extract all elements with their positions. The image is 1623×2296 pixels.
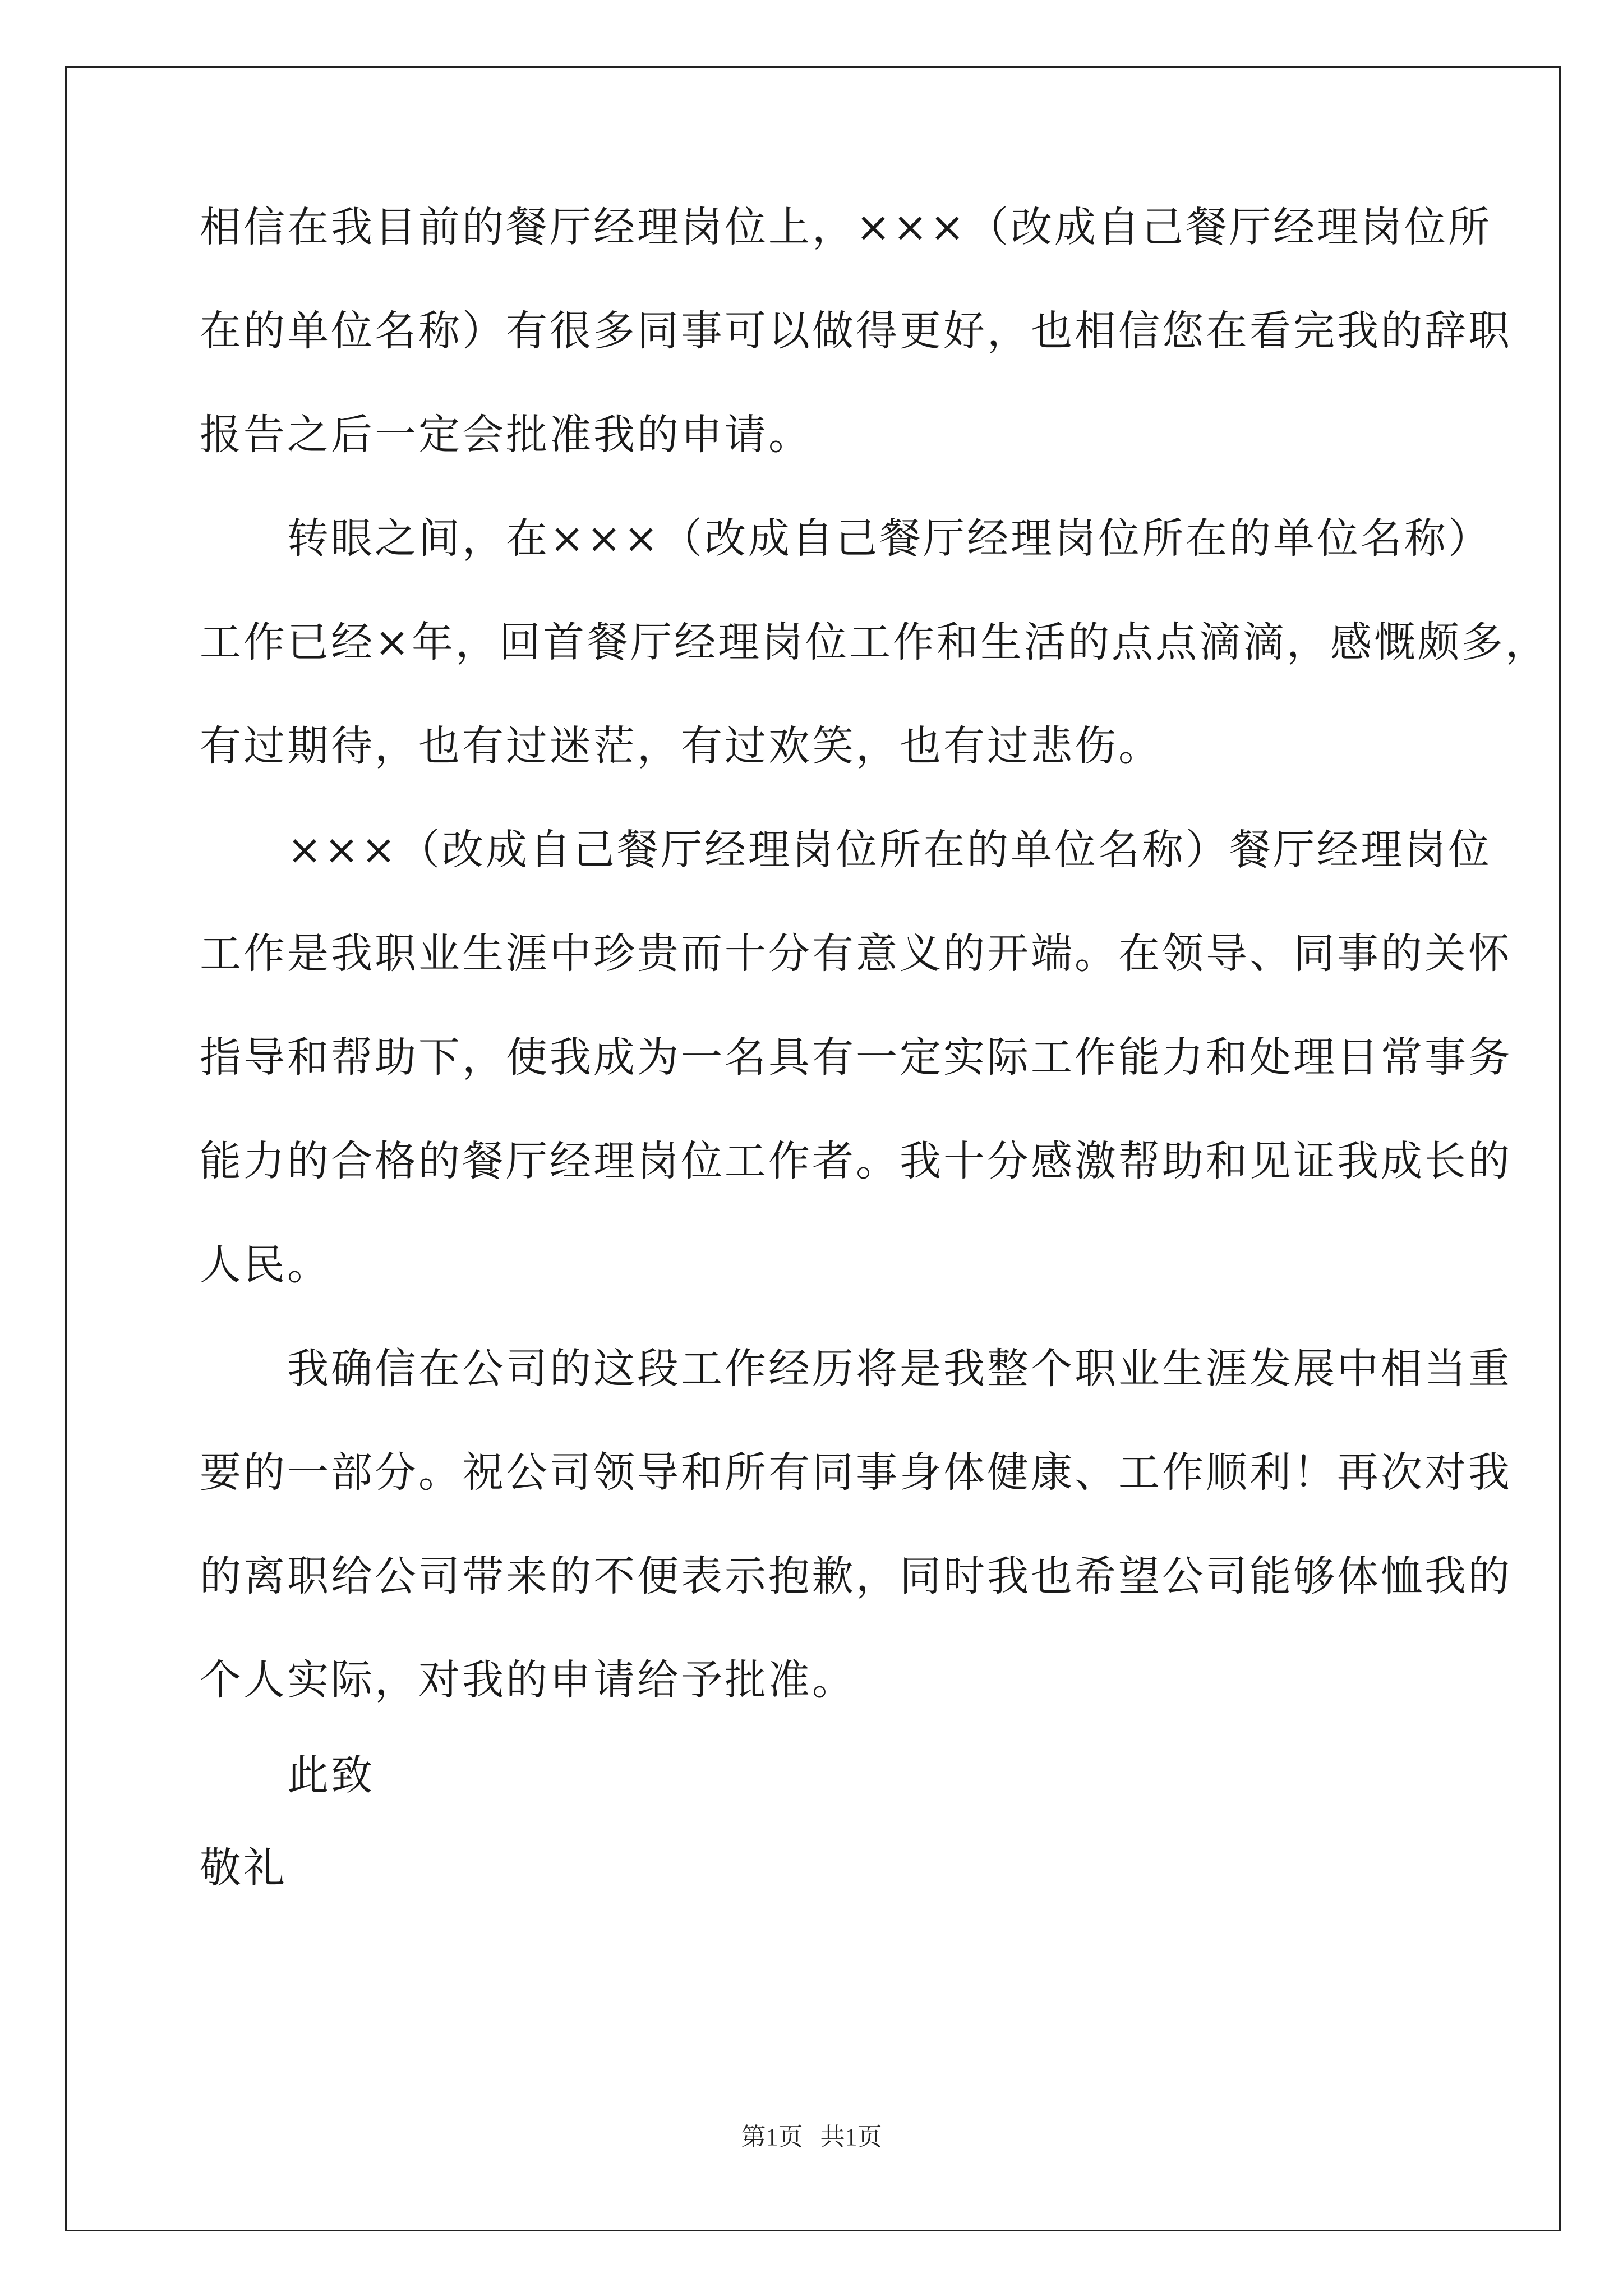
text-line: 能力的合格的餐厅经理岗位工作者。我十分感激帮助和见证我成长的 <box>200 1137 1512 1185</box>
text-line: 工作是我职业生涯中珍贵而十分有意义的开端。在领导、同事的关怀 <box>200 930 1512 978</box>
text-line: 指导和帮助下，使我成为一名具有一定实际工作能力和处理日常事务 <box>200 1033 1512 1082</box>
closing-salutation: 此致 <box>200 1751 375 1800</box>
closing-regards: 敬礼 <box>200 1844 287 1892</box>
text-line: 在的单位名称）有很多同事可以做得更好，也相信您在看完我的辞职 <box>200 307 1512 355</box>
text-line: 有过期待，也有过迷茫，有过欢笑，也有过悲伤。 <box>200 722 1162 770</box>
page-footer <box>0 2120 1623 2154</box>
page-number: 第1页 <box>741 2123 803 2151</box>
text-line: 我确信在公司的这段工作经历将是我整个职业生涯发展中相当重 <box>200 1345 1512 1393</box>
text-line: 相信在我目前的餐厅经理岗位上，×××（改成自己餐厅经理岗位所 <box>200 203 1492 251</box>
text-line: 转眼之间，在×××（改成自己餐厅经理岗位所在的单位名称） <box>200 514 1492 563</box>
text-line: 要的一部分。祝公司领导和所有同事身体健康、工作顺利！再次对我 <box>200 1448 1512 1497</box>
text-line: 人民。 <box>200 1241 331 1289</box>
text-line: ×××（改成自己餐厅经理岗位所在的单位名称）餐厅经理岗位 <box>200 826 1492 874</box>
page-total: 共1页 <box>820 2123 882 2151</box>
text-line: 报告之后一定会批准我的申请。 <box>200 411 812 459</box>
text-line: 个人实际，对我的申请给予批准。 <box>200 1656 856 1704</box>
text-line: 工作已经×年，回首餐厅经理岗位工作和生活的点点滴滴，感慨颇多， <box>200 618 1550 666</box>
text-line: 的离职给公司带来的不便表示抱歉，同时我也希望公司能够体恤我的 <box>200 1552 1512 1600</box>
